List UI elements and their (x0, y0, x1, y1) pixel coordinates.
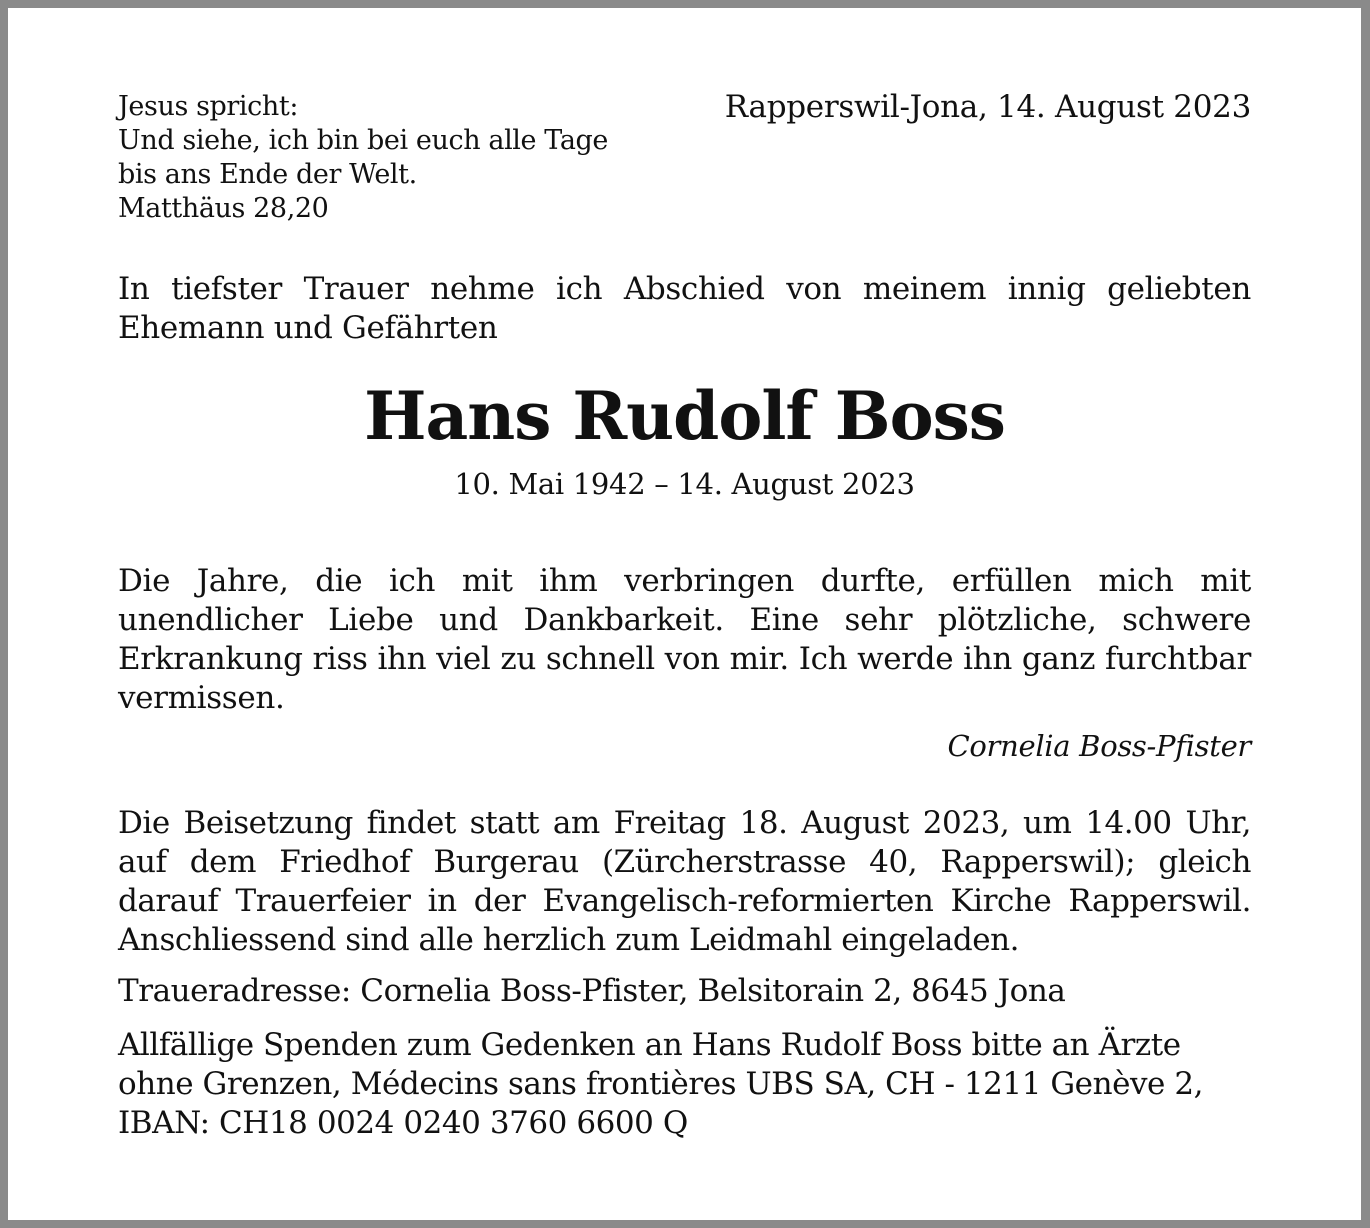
verse-line: Und siehe, ich bin bei euch alle Tage (118, 125, 608, 156)
funeral-details: Die Beisetzung findet statt am Freitag 18. August 2023, um 14.00 Uhr, auf dem Friedhof Burgerau (Zürcherstrasse 40, Rapperswil); gleich darauf Trauerfeier in der Evangelisch-reformierten Kirche Rapperswil. Anschliessend sind alle herzlich zum Leidmahl eingeladen. (118, 805, 1251, 958)
obituary-notice (118, 88, 1251, 1141)
life-dates: 10. Mai 1942 – 14. August 2023 (454, 467, 915, 501)
personal-message: Die Jahre, die ich mit ihm verbringen durfte, erfüllen mich mit unendlicher Liebe und Dankbarkeit. Eine sehr plötzliche, schwere Erkrankung riss ihn viel zu schnell von mir. Ich werde ihn ganz furchtbar vermissen. (118, 563, 1251, 716)
verse-reference: Matthäus 28,20 (118, 193, 329, 224)
intro-text: In tiefster Trauer nehme ich Abschied von meinem innig geliebten Ehemann und Gefährten (118, 271, 1251, 346)
place-and-date: Rapperswil-Jona, 14. August 2023 (724, 89, 1251, 125)
iban-line: IBAN: CH18 0024 0240 3760 6600 Q (118, 1105, 688, 1141)
mourning-address: Traueradresse: Cornelia Boss-Pfister, Belsitorain 2, 8645 Jona (118, 973, 1066, 1009)
bible-verse (118, 90, 608, 226)
header-row (118, 88, 1251, 228)
verse-line: Jesus spricht: (118, 91, 299, 122)
signature: Cornelia Boss-Pfister (947, 729, 1251, 763)
deceased-name: Hans Rudolf Boss (364, 377, 1005, 455)
donation-info (118, 1026, 1251, 1143)
donation-line: ohne Grenzen, Médecins sans frontières UBS SA, CH - 1211 Genève 2, (118, 1066, 1204, 1102)
donation-line: Allfällige Spenden zum Gedenken an Hans Rudolf Boss bitte an Ärzte (118, 1027, 1181, 1063)
verse-line: bis ans Ende der Welt. (118, 159, 417, 190)
